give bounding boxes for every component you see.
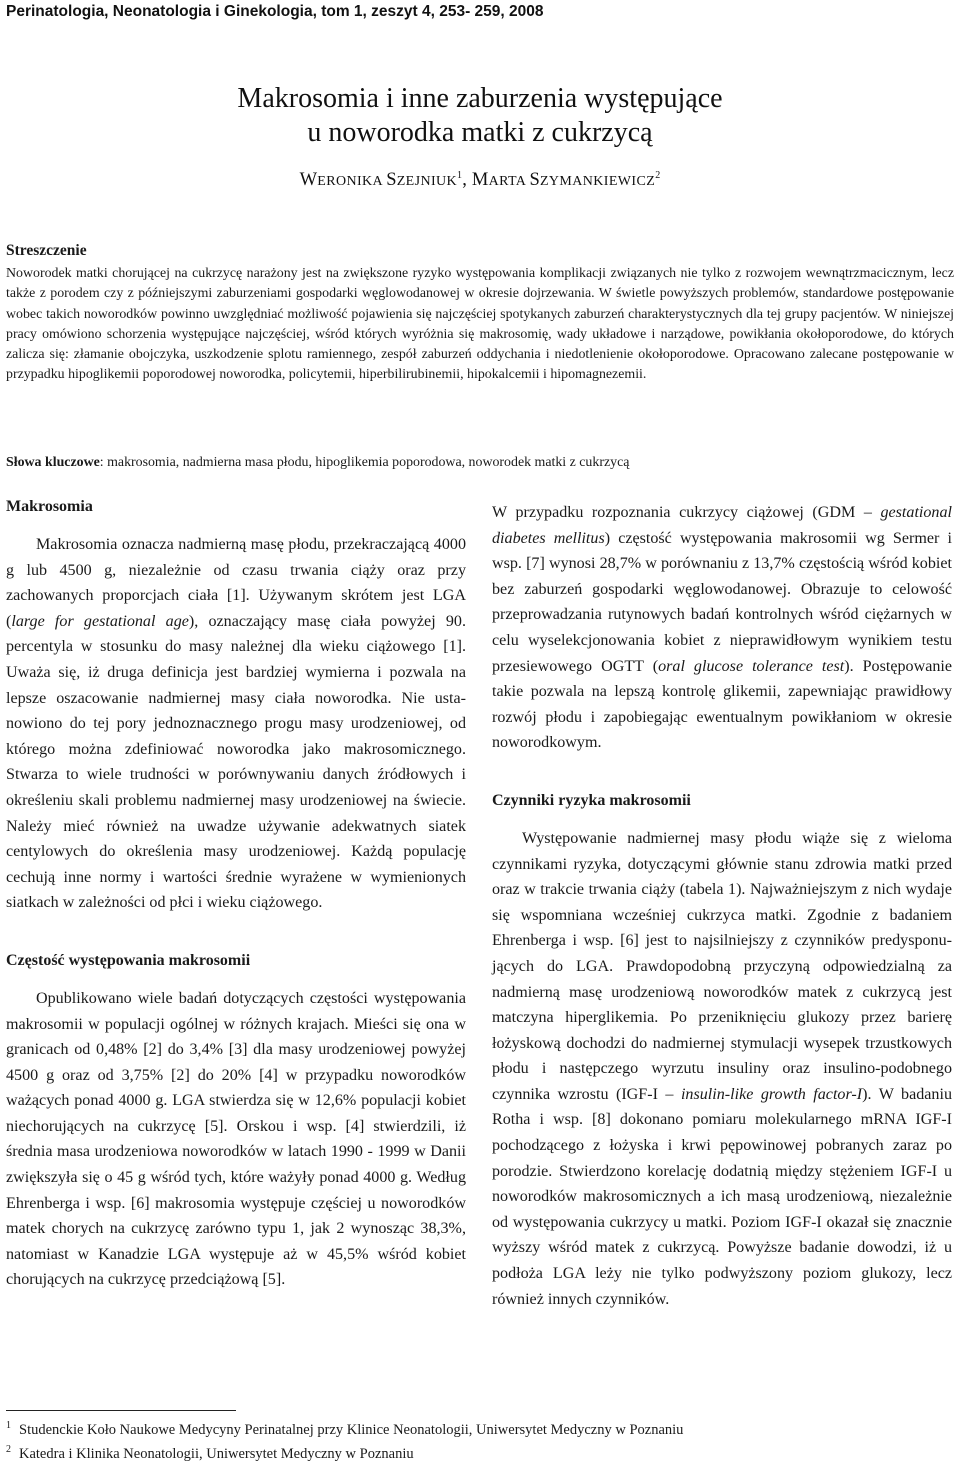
journal-header: Perinatologia, Neonatologia i Ginekologia, tom 1, zeszyt 4, 253- 259, 2008 xyxy=(6,3,544,20)
author-list xyxy=(0,170,960,191)
footnote-2-mark: 2 xyxy=(6,1444,11,1456)
author-2-affiliation-mark: 2 xyxy=(655,169,661,181)
footnote-2 xyxy=(6,1442,954,1466)
section-paragraph-makrosomia: Makrosomia oznacza nadmierną masę płodu, przekraczającą 4000 g lub 4500 g, niezależnie od czasu trwania ciąży oraz przy zachowanych proporcjach ciała [1]. Używanym skrótem jest LGA (large for gestational age), oznaczający masę ciała powyżej 90. percentyla w stosunku do masy należnej dla wieku ciążowego [1]. Uważa się, iż druga definicja jest bardziej wymierna i pozwala na lepsze oszacowanie nadmiernej masy ciała noworodka. Nie ustanowiono do tej pory jednoznacznego progu masy urodzeniowej, od którego można zdefiniować noworodka jako makrosomicznego. Stwarza to wiele trudności w porównywaniu danych źródłowych i określeniu skali problemu nadmiernej masy urodzeniowej na świecie. Należy mieć również na uwadze używanie adekwatnych siatek centylowych do określenia masy urodzeniowej. Każdą populację cechują inne normy i wartości średnie wyrażene w wymienionych siatkach w zależności od płci i wieku ciążowego. xyxy=(6,536,466,912)
title-line-1: Makrosomia i inne zaburzenia występujące xyxy=(237,83,723,114)
keywords-text: : makrosomia, nadmierna masa płodu, hipoglikemia poporodowa, noworodek matki z cukrzycą xyxy=(99,455,630,470)
footnotes xyxy=(6,1418,954,1466)
abstract-heading: Streszczenie xyxy=(6,242,87,259)
author-1 xyxy=(300,170,463,190)
abstract-text: Noworodek matki chorującej na cukrzycę narażony jest na zwiększone ryzyko występowania komplikacji związanych nie tylko z rozwojem wewnątrzmacicznym, lecz także z porodem czy z późniejszymi zaburzeniami gospodarki węglowodanowej w okresie dojrzewania. W świetle powyższych problemów, standardowe postępowanie wobec takich noworodków powinno uwzględniać możliwość pojawienia się najczęściej spotykanych zaburzeń charakterystycznych dla tej grupy pacjentów. W niniejszej pracy omówiono schorzenia występujące najczęściej, wśród których wyróżnia się makrosomię, wady układowe i narządowe, powikłania okołoporodowe, do których zalicza się: złamanie obojczyka, uszkodzenie splotu ramiennego, zespół zaburzeń oddychania i niedotlenienie okołoporodowe. Opracowano zalecane postępowanie w przypadku hipoglikemii poporodowej noworodka, policytemii, hiperbilirubinemii, hipokalcemii i hipomagnezemii. xyxy=(6,266,954,383)
term-igf: insulin-like growth factor-I xyxy=(680,1085,863,1103)
author-2-last-initial: S xyxy=(529,170,540,190)
keywords-label: Słowa kluczowe xyxy=(6,455,100,470)
author-1-first-rest: ERONIKA xyxy=(317,174,387,189)
right-column xyxy=(492,500,952,1312)
footnote-1-text: Studenckie Koło Naukowe Medycyny Perinatalnej przy Klinice Neonatologii, Uniwersytet Medyczny w Poznaniu xyxy=(19,1422,684,1438)
term-lga: large for gestational age xyxy=(11,612,189,630)
section-paragraph-czynniki: Występowanie nadmiernej masy płodu wiąże się z wieloma czynnikami ryzyka, dotyczącymi głównie stanu zdrowia matki przed oraz w trakcie trwania ciąży (tabela 1). Najważniejszym z nich wydaje się wspomniana wcześniej cukrzyca matki. Zgodnie z badaniem Ehrenberga i wsp. [6] jest to najsilniejszy z czynników predysponujących do LGA. Prawdopodobną przyczyną odpowiedzialną za nadmierną masę urodzeniową noworodków matek z cukrzycą jest matczyna hiperglikemia. Po przeniknięciu glukozy przez barierę łożyskową dochodzi do nadmiernej stymulacji wysepek trzustkowych płodu i następczego wyrzutu insuliny oraz insulino-podobnego czynnika wzrostu (IGF-I – insulin-like growth factor-I). W badaniu Rotha i wsp. [8] dokonano pomiaru molekularnego mRNA IGF-I pochodzącego z łożyska i krwi pępowinowej pobranych zaraz po porodzie. Stwierdzono korelację dodatnią między stężeniem IGF-I u noworodków makrosomicznych a ich masą urodzeniową, niezależnie od występowania cukrzycy u matki. Poziom IGF-I okazał się znacznie wyższy wśród matek z cukrzycą. Powyższe badanie dowodzi, iż u podłoża LGA leży nie tylko podwyższony poziom glukozy, lecz również innych czynników. xyxy=(492,829,952,1308)
author-2-last-rest: ZYMANKIEWICZ xyxy=(539,174,656,189)
left-column xyxy=(6,496,466,1293)
footnote-2-text: Katedra i Klinika Neonatologii, Uniwersytet Medyczny w Poznaniu xyxy=(19,1446,414,1462)
author-1-last-initial: S xyxy=(386,170,397,190)
keywords xyxy=(6,453,954,473)
footnote-1-mark: 1 xyxy=(6,1420,11,1432)
footnote-1 xyxy=(6,1418,954,1442)
section-heading-czestosc: Częstość występowania makrosomii xyxy=(6,951,251,969)
author-separator: , xyxy=(462,170,472,190)
author-2-initial: M xyxy=(471,170,489,190)
term-ogtt: oral glucose tolerance test xyxy=(658,657,845,675)
section-heading-makrosomia: Makrosomia xyxy=(6,498,93,515)
section-paragraph-czestosc: Opublikowano wiele badań dotyczących częstości występowania makrosomii w populacji ogólnej w różnych krajach. Mieści się ona w granicach od 0,48% [2] do 3,4% [3] dla masy urodzeniowej powyżej 4500 g oraz od 3,75% [2] do 20% [4] w przypadku noworodków ważących ponad 4000 g. LGA stwierdza się w 12,6% populacji kobiet niechorujących na cukrzycę [5]. Orskou i wsp. [4] stwierdzili, iż średnia masa urodzeniowa noworodków w latach 1990 - 1999 w Danii zwiększyła się o 45 g wśród tych, które ważyły ponad 4000 g. Według Ehrenberga i wsp. [6] makrosomia występuje częściej u noworodków matek chorych na cukrzycę zarówno typu 1, jak 2 wynosząc 38,3%, natomiast w Kanadzie LGA występuje aż w 45,5% wśród kobiet chorujących na cukrzycę przedciążową [5]. xyxy=(6,989,466,1289)
author-1-initial: W xyxy=(299,170,318,190)
footnote-rule xyxy=(6,1410,236,1411)
paragraph-gdm: W przypadku rozpoznania cukrzycy ciążowej (GDM – gestational diabetes mellitus) częstość występowania makrosomii wg Sermer i wsp. [7] wynosi 28,7% w porównaniu z 13,7% częstością wśród kobiet bez zaburzeń gospodarki węglowodanowej. Obrazuje to celowość przeprowadzania rutynowych badań kontrolnych wśród ciężarnych w celu wyselekcjonowania kobiet z nieprawidłowym wynikiem testu przesiewowego OGTT (oral glucose tolerance test). Postępowanie takie pozwala na lepszą kontrolę glikemii, zapewniając prawidłowy rozwój płodu i zapobiegając ewentualnym powikłaniom w okresie noworodkowym. xyxy=(492,504,952,752)
author-1-last-rest: ZEJNIUK xyxy=(396,174,458,189)
title-line-2: u noworodka matki z cukrzycą xyxy=(307,117,653,148)
author-1-affiliation-mark: 1 xyxy=(457,169,463,181)
article-title xyxy=(0,82,960,150)
section-heading-czynniki: Czynniki ryzyka makrosomii xyxy=(492,791,691,809)
author-2-first-rest: ARTA xyxy=(488,174,530,189)
author-2 xyxy=(472,170,660,190)
term-gdm: gestational diabetes mellitus xyxy=(492,504,952,547)
